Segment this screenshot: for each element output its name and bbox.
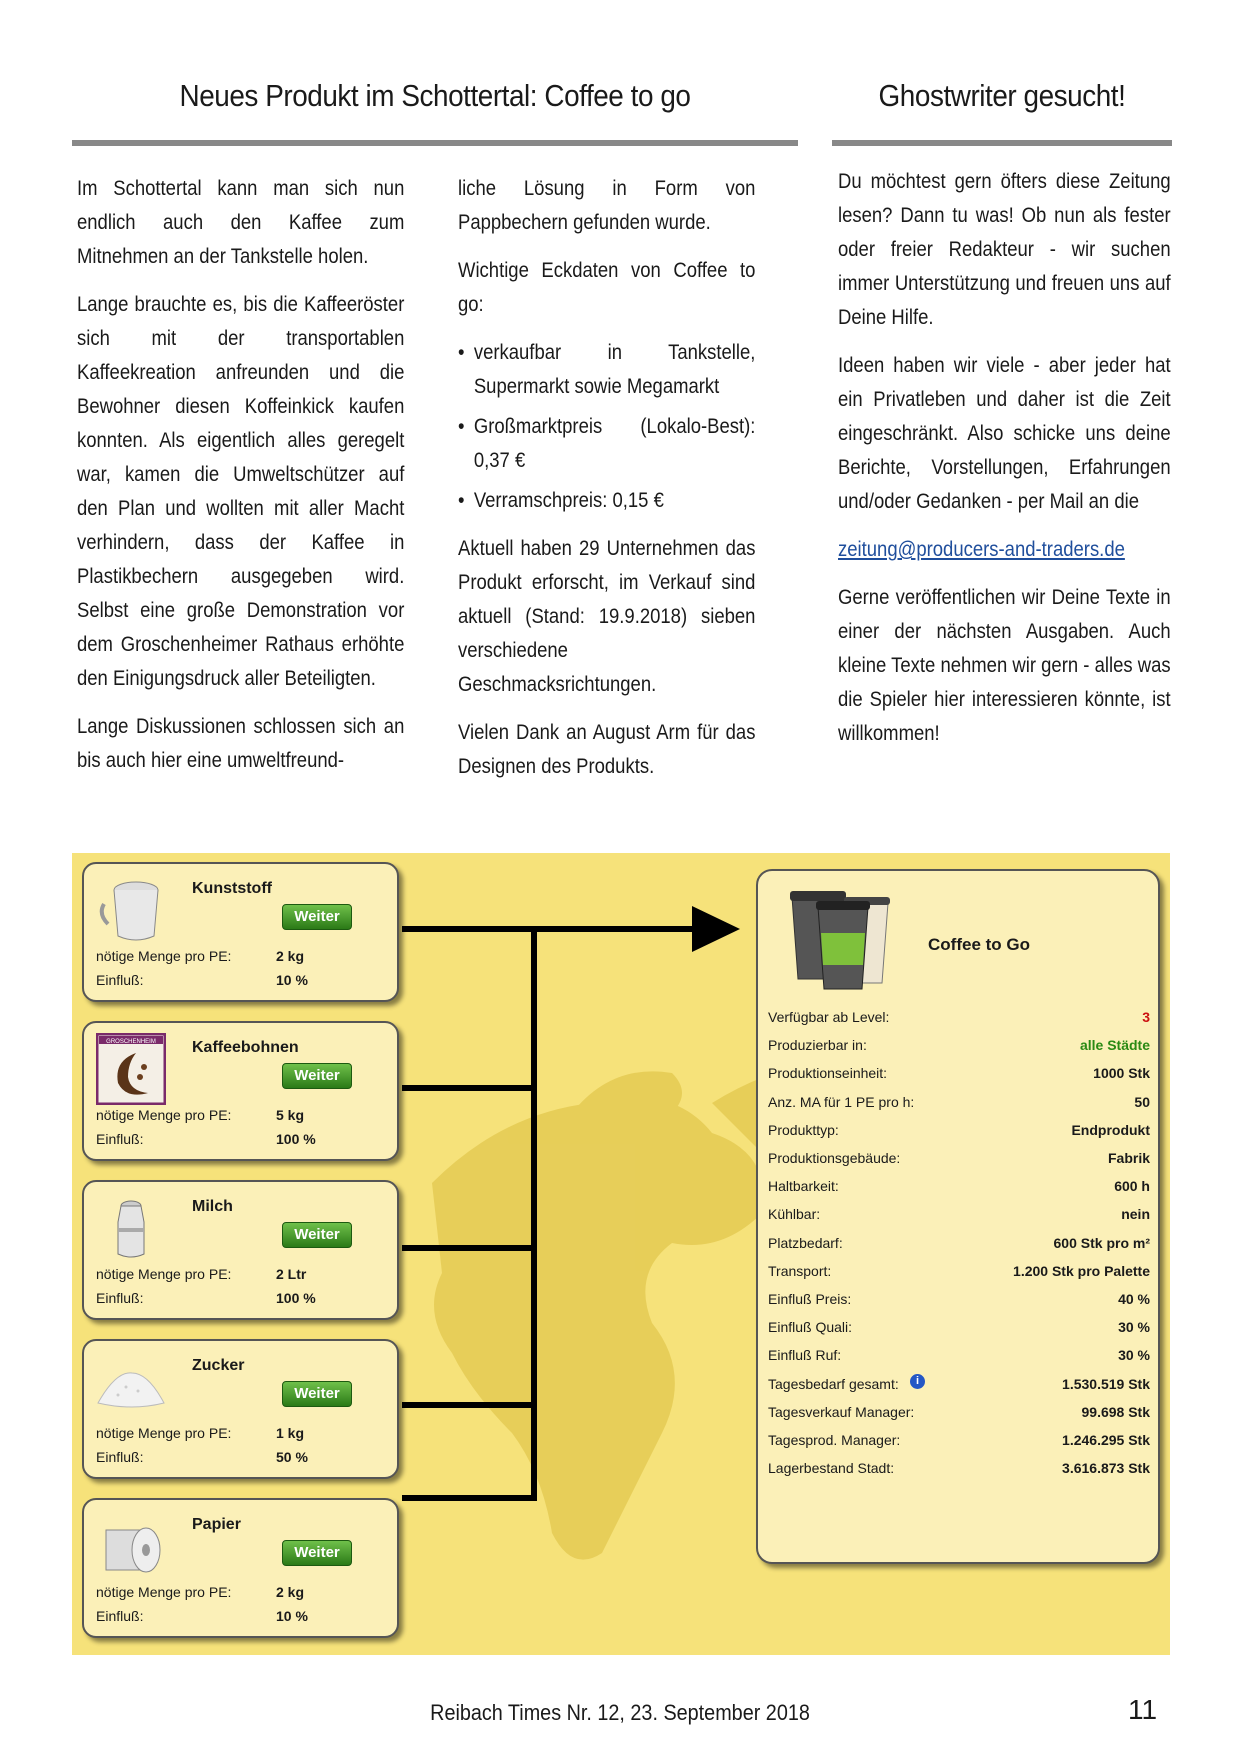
row-label: nötige Menge pro PE: bbox=[96, 1266, 232, 1282]
milk-can-icon bbox=[96, 1192, 166, 1264]
email-link[interactable]: zeitung@producers-and-traders.de bbox=[838, 538, 1125, 561]
ingredient-card-kaffeebohnen bbox=[82, 1021, 399, 1161]
product-info-value: 600 Stk pro m² bbox=[1053, 1234, 1150, 1251]
product-info-row bbox=[768, 1146, 1150, 1174]
weiter-button[interactable]: Weiter bbox=[282, 1063, 352, 1089]
sugar-icon bbox=[96, 1351, 166, 1423]
product-info-value: 1000 Stk bbox=[1093, 1065, 1150, 1082]
row-value: 100 % bbox=[276, 1131, 316, 1147]
paper-roll-icon bbox=[96, 1510, 166, 1582]
row-value: 2 kg bbox=[276, 948, 305, 964]
row-label: Einfluß: bbox=[96, 1290, 144, 1306]
product-info-label: Produktionsgebäude: bbox=[768, 1150, 901, 1166]
product-info-row bbox=[768, 1005, 1150, 1033]
product-info-label: Einfluß Ruf: bbox=[768, 1347, 842, 1364]
row-value: 100 % bbox=[276, 1290, 316, 1306]
product-info-label: Tagesprod. Manager: bbox=[768, 1432, 901, 1448]
product-info-row bbox=[768, 1118, 1150, 1146]
product-info-value: Fabrik bbox=[1107, 1150, 1150, 1166]
list-item: • verkaufbar in Tankstelle, Supermarkt sowie Megamarkt bbox=[458, 336, 755, 404]
product-card-coffee-to-go bbox=[756, 869, 1160, 1564]
weiter-button[interactable]: Weiter bbox=[282, 1381, 352, 1407]
weiter-button[interactable]: Weiter bbox=[282, 1540, 352, 1566]
product-info-label: Einfluß Preis: bbox=[768, 1291, 852, 1307]
product-info-value: 1.530.519 Stk bbox=[1062, 1375, 1150, 1392]
row-value: 50 % bbox=[276, 1449, 308, 1465]
cup-icon bbox=[96, 874, 166, 946]
coffee-beans-icon bbox=[96, 1033, 166, 1105]
product-info-value: 3 bbox=[1142, 1009, 1150, 1025]
paragraph: Lange Diskussionen schlossen sich an bis auch hier eine umweltfreund- bbox=[77, 715, 405, 772]
product-info-row bbox=[768, 1231, 1150, 1259]
product-info-value: alle Städte bbox=[1079, 1037, 1150, 1054]
product-info-label: Platzbedarf: bbox=[768, 1234, 843, 1251]
paragraph: Lange brauchte es, bis die Kaffeeröster sich mit der transportablen Kaffeekreation anfreunden und die Bewohner diesen Koffeinkick kaufen konnten. Als eigentlich alles geregelt war, kamen die Umweltschützer auf den Plan und wollten mit aller Macht verhindern, dass der Kaffee in Plastikbechern ausgegeben wird. Selbst eine große Demonstration vor dem Groschenheimer Rathaus erhöhte den Einigungsdruck aller Beteiligten. bbox=[77, 293, 405, 690]
article-column-2 bbox=[458, 172, 755, 798]
product-info-row bbox=[768, 1033, 1150, 1061]
product-info-row bbox=[768, 1428, 1150, 1456]
weiter-button[interactable]: Weiter bbox=[282, 904, 352, 930]
product-info-value: 3.616.873 Stk bbox=[1062, 1460, 1150, 1477]
product-info-label: Lagerbestand Stadt: bbox=[768, 1460, 895, 1477]
connector-branch-5 bbox=[402, 1495, 537, 1501]
product-info-value: 40 % bbox=[1118, 1291, 1150, 1307]
product-info-value: 1.200 Stk pro Palette bbox=[1013, 1262, 1150, 1279]
row-label: nötige Menge pro PE: bbox=[96, 1107, 232, 1123]
product-info-label: Anz. MA für 1 PE pro h: bbox=[768, 1093, 915, 1110]
headline-rule-left bbox=[72, 140, 798, 146]
paragraph: Vielen Dank an August Arm für das Designen des Produkts. bbox=[458, 721, 756, 778]
product-info-row bbox=[768, 1061, 1150, 1089]
row-label: Einfluß: bbox=[96, 1449, 144, 1465]
headline-ghostwriter: Ghostwriter gesucht! bbox=[878, 78, 1126, 113]
game-screenshot-panel bbox=[72, 853, 1170, 1655]
row-label: Einfluß: bbox=[96, 1608, 144, 1624]
article-column-3 bbox=[838, 165, 1171, 765]
paragraph: Im Schottertal kann man sich nun endlich auch den Kaffee zum Mitnehmen an der Tankstelle holen. bbox=[77, 177, 405, 268]
product-info-value: 30 % bbox=[1118, 1319, 1150, 1336]
connector-branch-4 bbox=[402, 1402, 537, 1408]
row-value: 2 Ltr bbox=[276, 1266, 307, 1282]
product-info-row bbox=[768, 1456, 1150, 1484]
product-info-value: Endprodukt bbox=[1071, 1121, 1150, 1138]
row-value: 5 kg bbox=[276, 1107, 305, 1123]
product-info-label: Tagesbedarf gesamt: bbox=[768, 1375, 899, 1392]
product-info-label: Transport: bbox=[768, 1262, 832, 1279]
key-facts-list bbox=[458, 336, 755, 518]
product-info-label: Einfluß Quali: bbox=[768, 1319, 853, 1336]
product-info-label: Produktionseinheit: bbox=[768, 1065, 888, 1082]
paragraph: Ideen haben wir viele - aber jeder hat ein Privatleben und daher ist die Zeit eingeschränkt. Also schicke uns deine Berichte, Vorstellungen, Erfahrungen und/oder Gedanken - per Mail an die bbox=[838, 354, 1171, 513]
paragraph: Gerne veröffentlichen wir Deine Texte in einer der nächsten Ausgaben. Auch kleine Texte nehmen wir gern - alles was die Spieler hier interessieren könnte, ist willkommen! bbox=[838, 586, 1171, 745]
product-info-label: Produkttyp: bbox=[768, 1121, 839, 1138]
ingredient-card-zucker bbox=[82, 1339, 399, 1479]
ingredient-title: Papier bbox=[192, 1516, 241, 1533]
paragraph: liche Lösung in Form von Pappbechern gefunden wurde. bbox=[458, 177, 756, 234]
ingredient-title: Kunststoff bbox=[192, 880, 272, 897]
product-info-row bbox=[768, 1372, 1150, 1400]
product-info-label: Kühlbar: bbox=[768, 1206, 821, 1223]
list-item: • Großmarktpreis (Lokalo-Best): 0,37 € bbox=[458, 410, 755, 478]
footer-publication: Reibach Times Nr. 12, 23. September 2018 bbox=[430, 1700, 810, 1725]
product-info-value: nein bbox=[1121, 1206, 1150, 1223]
product-info-value: 30 % bbox=[1118, 1347, 1150, 1364]
ingredient-card-milch bbox=[82, 1180, 399, 1320]
connector-branch-2 bbox=[402, 1085, 537, 1091]
paragraph: Du möchtest gern öfters diese Zeitung lesen? Dann tu was! Ob nun als fester oder freier Redakteur - wir suchen immer Unterstützung und freuen uns auf Deine Hilfe. bbox=[838, 170, 1171, 329]
product-info-row bbox=[768, 1259, 1150, 1287]
ingredient-title: Zucker bbox=[192, 1357, 245, 1374]
product-info-row bbox=[768, 1202, 1150, 1230]
row-label: nötige Menge pro PE: bbox=[96, 1584, 232, 1600]
product-info-row bbox=[768, 1287, 1150, 1315]
ingredient-card-papier bbox=[82, 1498, 399, 1638]
headline-coffee-to-go: Neues Produkt im Schottertal: Coffee to go bbox=[179, 78, 691, 113]
ingredient-card-kunststoff bbox=[82, 862, 399, 1002]
article-column-1 bbox=[77, 172, 404, 792]
product-info-value: 1.246.295 Stk bbox=[1062, 1432, 1150, 1448]
connector-vertical-line bbox=[531, 926, 537, 1501]
headline-rule-right bbox=[832, 140, 1172, 146]
product-info-row bbox=[768, 1090, 1150, 1118]
product-info-value: 600 h bbox=[1114, 1178, 1150, 1195]
row-value: 1 kg bbox=[276, 1425, 305, 1441]
product-info-label: Haltbarkeit: bbox=[768, 1178, 839, 1195]
info-icon[interactable]: i bbox=[910, 1374, 925, 1389]
connector-main-line bbox=[402, 926, 692, 932]
row-value: 10 % bbox=[276, 972, 308, 988]
product-info-row bbox=[768, 1174, 1150, 1202]
coffee-cups-icon bbox=[784, 883, 892, 993]
product-info-label: Produzierbar in: bbox=[768, 1037, 867, 1054]
page-number: 11 bbox=[1128, 1694, 1158, 1725]
ingredient-title: Milch bbox=[192, 1198, 233, 1215]
ingredient-title: Kaffeebohnen bbox=[192, 1039, 299, 1056]
product-info-row bbox=[768, 1400, 1150, 1428]
paragraph: Aktuell haben 29 Unternehmen das Produkt erforscht, im Verkauf sind aktuell (Stand: 19.9.2018) sieben verschiedene Geschmacksrichtungen. bbox=[458, 537, 756, 696]
weiter-button[interactable]: Weiter bbox=[282, 1222, 352, 1248]
logo-text: GROSCHENHEIM bbox=[106, 1039, 156, 1045]
row-label: nötige Menge pro PE: bbox=[96, 1425, 232, 1441]
product-info-row bbox=[768, 1315, 1150, 1343]
row-label: nötige Menge pro PE: bbox=[96, 948, 232, 964]
product-title: Coffee to Go bbox=[928, 935, 1030, 954]
arrow-head-icon bbox=[692, 906, 740, 952]
paragraph: Wichtige Eckdaten von Coffee to go: bbox=[458, 259, 756, 316]
product-info-label: Tagesverkauf Manager: bbox=[768, 1403, 915, 1420]
product-info-value: 50 bbox=[1134, 1093, 1150, 1110]
row-label: Einfluß: bbox=[96, 1131, 144, 1147]
product-info-value: 99.698 Stk bbox=[1081, 1403, 1150, 1420]
row-value: 2 kg bbox=[276, 1584, 305, 1600]
product-info-row bbox=[768, 1343, 1150, 1371]
product-info-label: Verfügbar ab Level: bbox=[768, 1009, 890, 1025]
row-label: Einfluß: bbox=[96, 972, 144, 988]
connector-branch-3 bbox=[402, 1245, 537, 1251]
list-item: • Verramschpreis: 0,15 € bbox=[458, 484, 755, 518]
row-value: 10 % bbox=[276, 1608, 308, 1624]
